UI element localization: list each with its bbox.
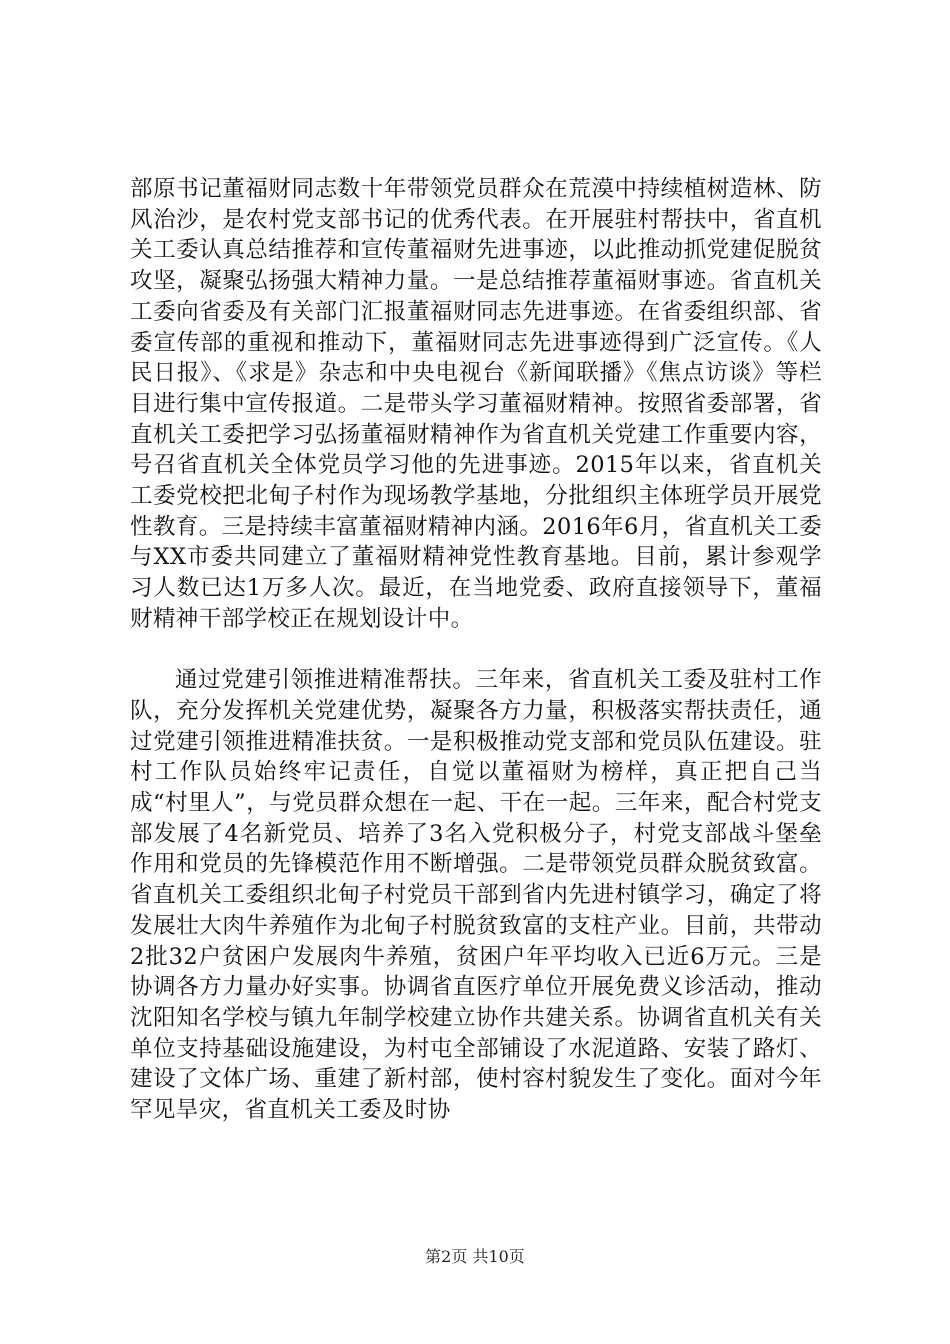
paragraph-continued: 部原书记董福财同志数十年带领党员群众在荒漠中持续植树造林、防风治沙，是农村党支部书记的优秀代表。在开展驻村帮扶中，省直机关工委认真总结推荐和宣传董福财先进事迹，以此推动抓党建促脱贫攻坚，凝聚弘扬强大精神力量。一是总结推荐董福财事迹。省直机关工委向省委及有关部门汇报董福财同志先进事迹。在省委组织部、省委宣传部的重视和推动下，董福财同志先进事迹得到广泛宣传。《人民日报》、《求是》杂志和中央电视台《新闻联播》《焦点访谈》等栏目进行集中宣传报道。二是带头学习董福财精神。按照省委部署，省直机关工委把学习弘扬董福财精神作为省直机关党建工作重要内容，号召省直机关全体党员学习他的先进事迹。2015年以来，省直机关工委党校把北甸子村作为现场教学基地，分批组织主体班学员开展党性教育。三是持续丰富董福财精神内涵。2016年6月，省直机关工委与XX市委共同建立了董福财精神党性教育基地。目前，累计参观学习人数已达1万多人次。最近，在当地党委、政府直接领导下，董福财精神干部学校正在规划设计中。 [130, 176, 822, 632]
paragraph-spacer [130, 635, 822, 666]
paragraph-precise-assistance: 通过党建引领推进精准帮扶。三年来，省直机关工委及驻村工作队，充分发挥机关党建优势，凝聚各方力量，积极落实帮扶责任，通过党建引领推进精准扶贫。一是积极推动党支部和党员队伍建设。驻村工作队员始终牢记责任，自觉以董福财为榜样，真正把自己当成“村里人”，与党员群众想在一起、干在一起。三年来，配合村党支部发展了4名新党员、培养了3名入党积极分子，村党支部战斗堡垒作用和党员的先锋模范作用不断增强。二是带领党员群众脱贫致富。省直机关工委组织北甸子村党员干部到省内先进村镇学习，确定了将发展壮大肉牛养殖作为北甸子村脱贫致富的支柱产业。目前，共带动2批32户贫困户发展肉牛养殖，贫困户年平均收入已近6万元。三是协调各方力量办好实事。协调省直医疗单位开展免费义诊活动，推动沈阳知名学校与镇九年制学校建立协作共建关系。协调省直机关有关单位支持基础设施建设，为村屯全部铺设了水泥道路、安装了路灯、建设了文体广场、重建了新村部，使村容村貌发生了变化。面对今年罕见旱灾，省直机关工委及时协 [130, 667, 822, 1124]
document-body [130, 174, 822, 1126]
page-footer: 第2页 共10页 [425, 1247, 525, 1266]
